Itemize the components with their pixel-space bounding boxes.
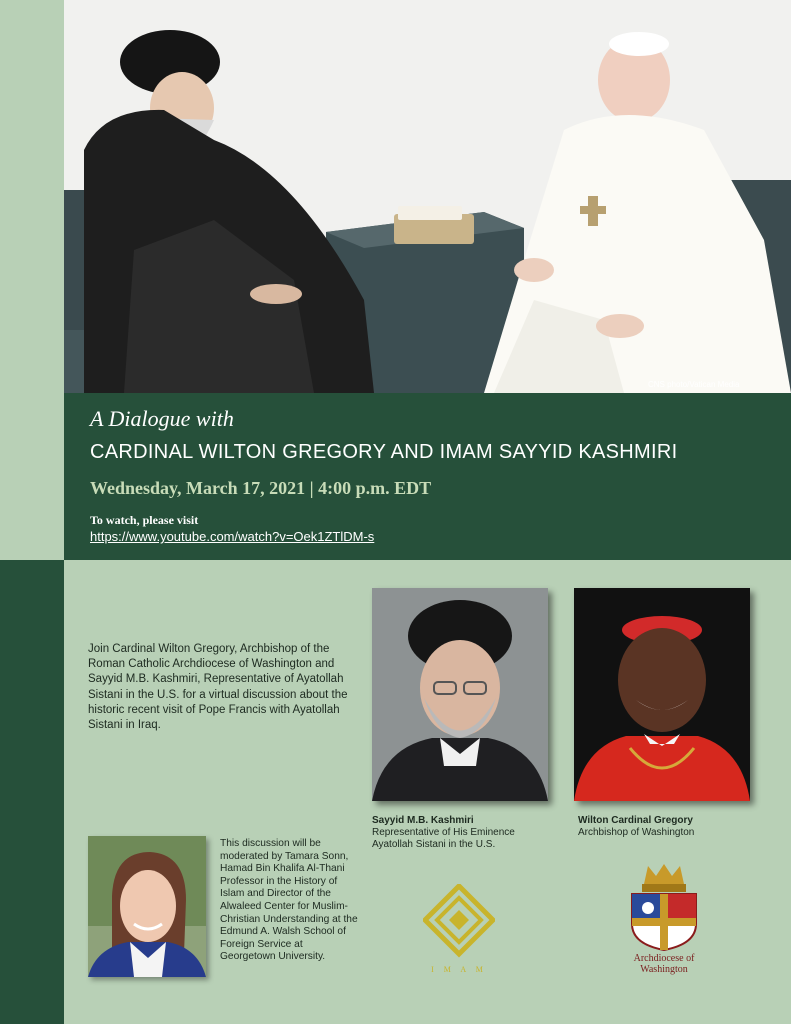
gregory-portrait	[574, 588, 750, 801]
imam-logo-text: I M A M	[431, 965, 487, 974]
left-margin-strip	[0, 0, 64, 393]
lower-left-strip	[0, 560, 64, 1024]
hero-photo	[64, 0, 791, 393]
watch-link[interactable]: https://www.youtube.com/watch?v=Oek1ZTlDM-s	[90, 529, 375, 544]
watch-label: To watch, please visit	[90, 513, 199, 527]
archdiocese-crest	[622, 862, 706, 952]
archdiocese-name	[612, 953, 716, 975]
gregory-title: Archbishop of Washington	[578, 827, 695, 838]
gregory-name: Wilton Cardinal Gregory	[578, 815, 693, 826]
intro-paragraph: Join Cardinal Wilton Gregory, Archbishop of the Roman Catholic Archdiocese of Washington and Sayyid M.B. Kashmiri, Representative of Ayatollah Sistani in the U.S. for a virtual discussion about the historic recent visit of Pope Francis with Ayatollah Sistani in Iraq.	[88, 643, 348, 732]
event-headline: CARDINAL WILTON GREGORY AND IMAM SAYYID KASHMIRI	[90, 441, 678, 463]
moderator-paragraph: This discussion will be moderated by Tamara Sonn, Hamad Bin Khalifa Al-Thani Professor in the History of Islam and Director of the Alwaleed Center for Muslim-Christian Understanding at the Edmund A. Walsh School of Foreign Service at Georgetown University.	[220, 838, 358, 963]
kashmiri-portrait	[372, 588, 548, 801]
archdiocese-name-line1: Archdiocese of	[633, 953, 695, 964]
event-eyebrow: A Dialogue with	[90, 406, 234, 431]
sonn-portrait	[88, 836, 206, 977]
kashmiri-illustration	[372, 588, 548, 801]
hero-illustration	[64, 0, 791, 393]
photo-credit: CNS photo/Vatican Media	[648, 380, 740, 389]
imam-logo-mark	[423, 884, 495, 964]
imam-logo-icon	[423, 884, 495, 976]
event-date: Wednesday, March 17, 2021 | 4:00 p.m. EDT	[90, 478, 432, 498]
kashmiri-name: Sayyid M.B. Kashmiri	[372, 815, 474, 826]
sonn-illustration	[88, 836, 206, 977]
archdiocese-name-line2: Washington	[640, 964, 688, 975]
banner-left-strip	[0, 393, 64, 560]
gregory-illustration	[574, 588, 750, 801]
kashmiri-title-line1: Representative of His Eminence	[372, 827, 515, 838]
kashmiri-title-line2: Ayatollah Sistani in the U.S.	[372, 839, 496, 850]
